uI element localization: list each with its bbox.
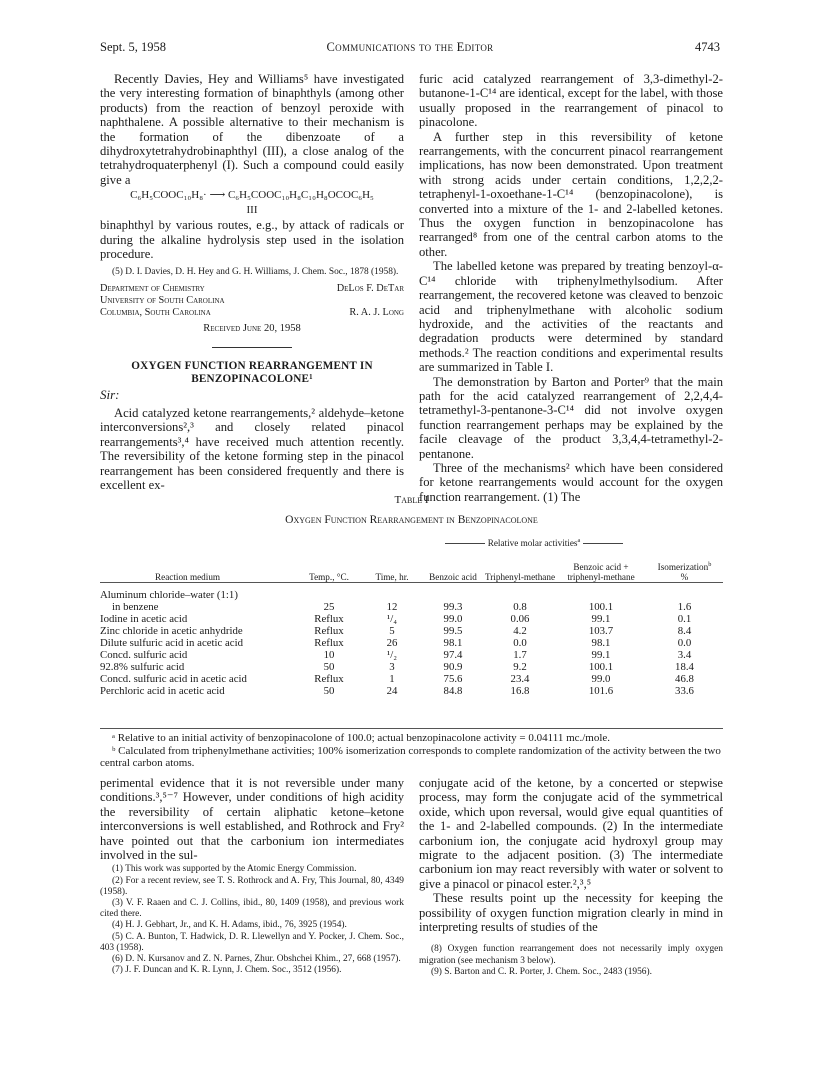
article-paragraph: Acid catalyzed ketone rearrangements,² aldehyde–ketone interconversions²,³ and closely related pinacol rearrangements³,⁴ have received much attention recently. The reversibility of the ketone forming step in the pinacol rearrangement has been considered frequently and there is excellent ex- [100,406,404,493]
footnote: (8) Oxygen function rearrangement does not necessarily imply oxygen migration (see mechanism 3 below). [419,944,723,966]
table-cell-medium: Aluminum chloride–water (1:1) [100,588,238,601]
table-cell-time: ¹/₄ [386,612,397,625]
column-header-medium: Reaction medium [155,571,221,582]
address-line: Department of Chemistry [100,282,205,294]
table-cell-triphenyl [484,589,556,601]
footnote: (4) H. J. Gebhart, Jr., and K. H. Adams, ibid., 76, 3925 (1954). [112,920,347,931]
results-table [100,538,723,697]
table-cell-medium: in benzene [112,600,159,613]
table-footnotes [100,732,723,770]
reaction-equation: C₆H₅COOC₁₀H₈· ⟶ C₆H₅COOC₁₀H₈C₁₀H₈OCOC₆H₅ [130,189,374,202]
table-note-b: ᵇ Calculated from triphenylmethane activities; 100% isomerization corresponds to complete randomization of the activity between the two central carbon atoms. [100,744,721,769]
table-row [100,649,723,661]
table-row [100,601,723,613]
table-cell-benzoic: 98.1 [443,636,463,649]
table-cell-benzoic: 99.5 [443,624,463,637]
table-cell-triphenyl: 23.4 [510,672,530,685]
table-cell-benzoic: 90.9 [443,660,463,673]
footnote: (3) V. F. Raaen and C. J. Collins, ibid., 80, 1409 (1958), and previous work cited there. [100,898,404,920]
table-title: Oxygen Function Rearrangement in Benzopinacolone [285,514,538,526]
table-cell-benzoic: 97.4 [443,648,463,661]
footnote-5-previous: (5) D. I. Davies, D. H. Hey and G. H. Williams, J. Chem. Soc., 1878 (1958). [112,267,399,278]
lower-right-column [419,776,723,978]
table-cell-medium: Concd. sulfuric acid in acetic acid [100,672,247,685]
column-header-isomerization [646,548,723,582]
separator-rule [212,347,292,348]
table-cell-medium: Perchloric acid in acetic acid [100,684,225,697]
table-cell-time: 3 [389,660,395,673]
table-cell-triphenyl: 0.8 [513,600,527,613]
author-name: DeLos F. DeTar [336,282,404,294]
article-paragraph: The labelled ketone was prepared by treating benzoyl-α-C¹⁴ chloride with triphenylmethylsodium. After rearrangement, the recovered ketone was cleaved to benzoic acid and triphenylmethane with alcoholic sodium hydroxide, and the activities of the reactants and degradation products were determined by standard methods.² The reaction conditions and experimental results are summarized in Table I. [419,259,723,375]
previous-article-paragraph: Recently Davies, Hey and Williams⁵ have investigated the very interesting formation of binaphthyls (among other products) from the reaction of benzoyl peroxide with naphthalene. A possible alternative to their mechanism is the formation of the dibenzoate of a dihydroxytetrahydrobinaphthyl (III), a close analog of the tetrahydroquaterphenyl (I). Such a compound could easily give a [100,72,404,187]
table-row [100,589,723,601]
table-cell-sum: 99.1 [591,648,611,661]
article-paragraph: The demonstration by Barton and Porter⁹ that the main path for the acid catalyzed rearrangement of 2,2,4,4-tetramethyl-3-pentanone-3-C¹⁴ did not involve oxygen function rearrangement perhaps may be explained by the facile cleavage of the product 3,3,4,4-tetramethyl-2-pentanone. [419,374,723,461]
table-cell-temp: 25 [323,600,335,613]
table-cell-sum: 101.6 [588,684,614,697]
table-cell-time: 1 [389,672,395,685]
address-line: University of South Carolina [100,294,225,306]
table-cell-iso: 46.8 [675,672,694,685]
table-cell-time [362,589,422,601]
table-cell-iso: 3.4 [677,648,692,661]
footnote-marker: a [577,536,581,544]
table-cell-triphenyl: 9.2 [513,660,527,673]
article-paragraph: These results point up the necessity for keeping the possibility of oxygen function migration clearly in mind in interpreting results of studies of the [419,891,723,935]
table-cell-time: 12 [386,600,398,613]
table-cell-iso [646,589,723,601]
table-cell-iso: 1.6 [677,600,692,613]
article-paragraph: conjugate acid of the ketone, by a concerted or stepwise process, may form the conjugate acid of the symmetrical oxide, which upon reversal, would give equal quantities of the 1- and 2-labelled compounds. (2) In the intermediate carbonium ion, the conjugate acid hydroxyl group may migrate to the adjacent position. (3) The intermediate carbonium ion may react reversibly with water or solvent to give a pinacol or pinacol ester.²,³,⁵ [419,776,723,891]
table-cell-iso: 0.0 [677,636,692,649]
table-cell-triphenyl: 0.0 [513,636,527,649]
salutation: Sir: [100,386,120,402]
table-row [100,673,723,685]
table-cell-benzoic [422,589,484,601]
equation-label: III [246,204,258,217]
table-cell-triphenyl: 0.06 [510,612,530,625]
footnote: (9) S. Barton and C. R. Porter, J. Chem. Soc., 2483 (1956). [431,966,652,977]
table-cell-triphenyl: 16.8 [510,684,530,697]
table-bottom-rule [100,728,723,729]
footnote: (5) C. A. Bunton, T. Hadwick, D. R. Llewellyn and Y. Pocker, J. Chem. Soc., 403 (1958). [100,931,404,953]
group-header-text: Relative molar activities [487,538,578,548]
table-row [100,661,723,673]
table-cell-triphenyl: 1.7 [513,648,527,661]
author-address-block [100,283,404,319]
running-header [100,40,720,56]
table-cell-iso: 8.4 [677,624,692,637]
table-row [100,637,723,649]
column-header-benzoic: Benzoic acid [429,571,477,582]
table-cell-medium: 92.8% sulfuric acid [100,660,185,673]
table-cell-time: ¹/₂ [386,648,397,661]
table-note-a: ᵃ Relative to an initial activity of benzopinacolone of 100.0; actual benzopinacolone activity = 0.04111 mc./mole. [112,732,611,744]
table-cell-benzoic: 84.8 [443,684,463,697]
table-cell-sum: 99.1 [591,612,611,625]
table-cell-temp: Reflux [314,636,344,649]
article-paragraph: furic acid catalyzed rearrangement of 3,3-dimethyl-2-butanone-1-C¹⁴ are identical, except for the label, with those usually proposed in the rearrangement of pinacol to pinacolone. [419,72,724,130]
isomerization-unit: % [680,571,689,582]
table-cell-iso: 33.6 [675,684,694,697]
table-cell-temp: 50 [323,684,335,697]
table-cell-temp: 10 [323,648,335,661]
footnote: (1) This work was supported by the Atomic Energy Commission. [112,864,357,875]
address-line: Columbia, South Carolina [100,306,211,318]
table-cell-medium: Iodine in acetic acid [100,612,188,625]
table-cell-temp: 50 [323,660,335,673]
table-cell-iso: 0.1 [677,612,692,625]
column-header-time: Time, hr. [375,571,409,582]
table-cell-time: 5 [389,624,395,637]
received-date: Received June 20, 1958 [203,322,301,334]
table-cell-sum: 100.1 [588,660,614,673]
column-header-sum: Benzoic acid + triphenyl-methane [567,561,635,582]
article-paragraph: A further step in this reversibility of ketone rearrangements, with the concurrent pinacol rearrangement implications, has now been demonstrated. Upon treatment with strong acids under certain conditions, 1,2,2,2-tetraphenyl-1-oxoethane-1-C¹⁴ (benzopinacolone), is converted into a mixture of the 1- and 2-labelled ketones. Thus the oxygen function in benzopinacolone has rearranged⁸ from one of the central carbon atoms to the other. [419,129,723,259]
table-row [100,685,723,697]
upper-right-column [419,72,723,504]
article-paragraph: Three of the mechanisms² which have been considered for ketone rearrangements would account for the oxygen function rearrangement. (1) The [419,460,723,504]
lower-left-column [100,776,404,976]
table-row [100,625,723,637]
footnote-marker: b [708,560,712,568]
article-paragraph: perimental evidence that it is not reversible under many conditions.³,⁵⁻⁷ However, under conditions of high acidity the reversibility of certain aliphatic ketone–ketone interconversions is well established, and Rothrock and Fry² have pointed out that the carbonium ion intermediates involved in the sul- [100,776,404,863]
upper-left-column [100,72,404,493]
previous-article-paragraph-continued: binaphthyl by various routes, e.g., by attack of radicals or during the alkaline hydrolysis step used in the isolation procedure. [100,218,404,262]
author-name: R. A. J. Long [349,306,404,318]
footnote: (6) D. N. Kursanov and Z. N. Parnes, Zhur. Obshchei Khim., 27, 668 (1957). [112,954,401,965]
table-cell-benzoic: 99.3 [443,600,463,613]
table-cell-benzoic: 99.0 [443,612,463,625]
column-header-temp: Temp., °C. [309,571,349,582]
isomerization-label: Isomerization [657,561,709,572]
table-cell-iso: 18.4 [675,660,694,673]
group-header-relative-molar-activities [422,538,646,548]
header-page-number: 4743 [695,40,720,54]
table-cell-sum: 99.0 [591,672,611,685]
table-cell-temp: Reflux [314,624,344,637]
article-title-line: OXYGEN FUNCTION REARRANGEMENT IN [131,359,373,372]
table-cell-temp: Reflux [314,612,344,625]
table-cell-time: 24 [386,684,398,697]
table-cell-benzoic: 75.6 [443,672,463,685]
table-row [100,613,723,625]
footnote: (7) J. F. Duncan and K. R. Lynn, J. Chem. Soc., 3512 (1956). [112,965,342,976]
table-cell-sum: 98.1 [591,636,611,649]
article-title-line: BENZOPINACOLONE¹ [191,372,313,385]
table-cell-time: 26 [386,636,398,649]
footnote: (2) For a recent review, see T. S. Rothrock and A. Fry, This Journal, 80, 4349 (1958). [100,875,404,897]
table-cell-medium: Concd. sulfuric acid [100,648,188,661]
column-header-triphenylmethane: Triphenyl-methane [484,571,556,582]
table-label: Table I [394,494,429,506]
table-cell-sum [556,589,646,601]
table-cell-sum: 100.1 [588,600,614,613]
table-cell-medium: Dilute sulfuric acid in acetic acid [100,636,243,649]
table-cell-sum: 103.7 [588,624,614,637]
table-cell-temp: Reflux [314,672,344,685]
header-journal: Communications to the Editor [326,40,494,54]
table-cell-temp [296,589,362,601]
header-date: Sept. 5, 1958 [100,40,166,54]
article-title [100,360,404,386]
table-cell-medium: Zinc chloride in acetic anhydride [100,624,243,637]
table-cell-triphenyl: 4.2 [513,624,527,637]
